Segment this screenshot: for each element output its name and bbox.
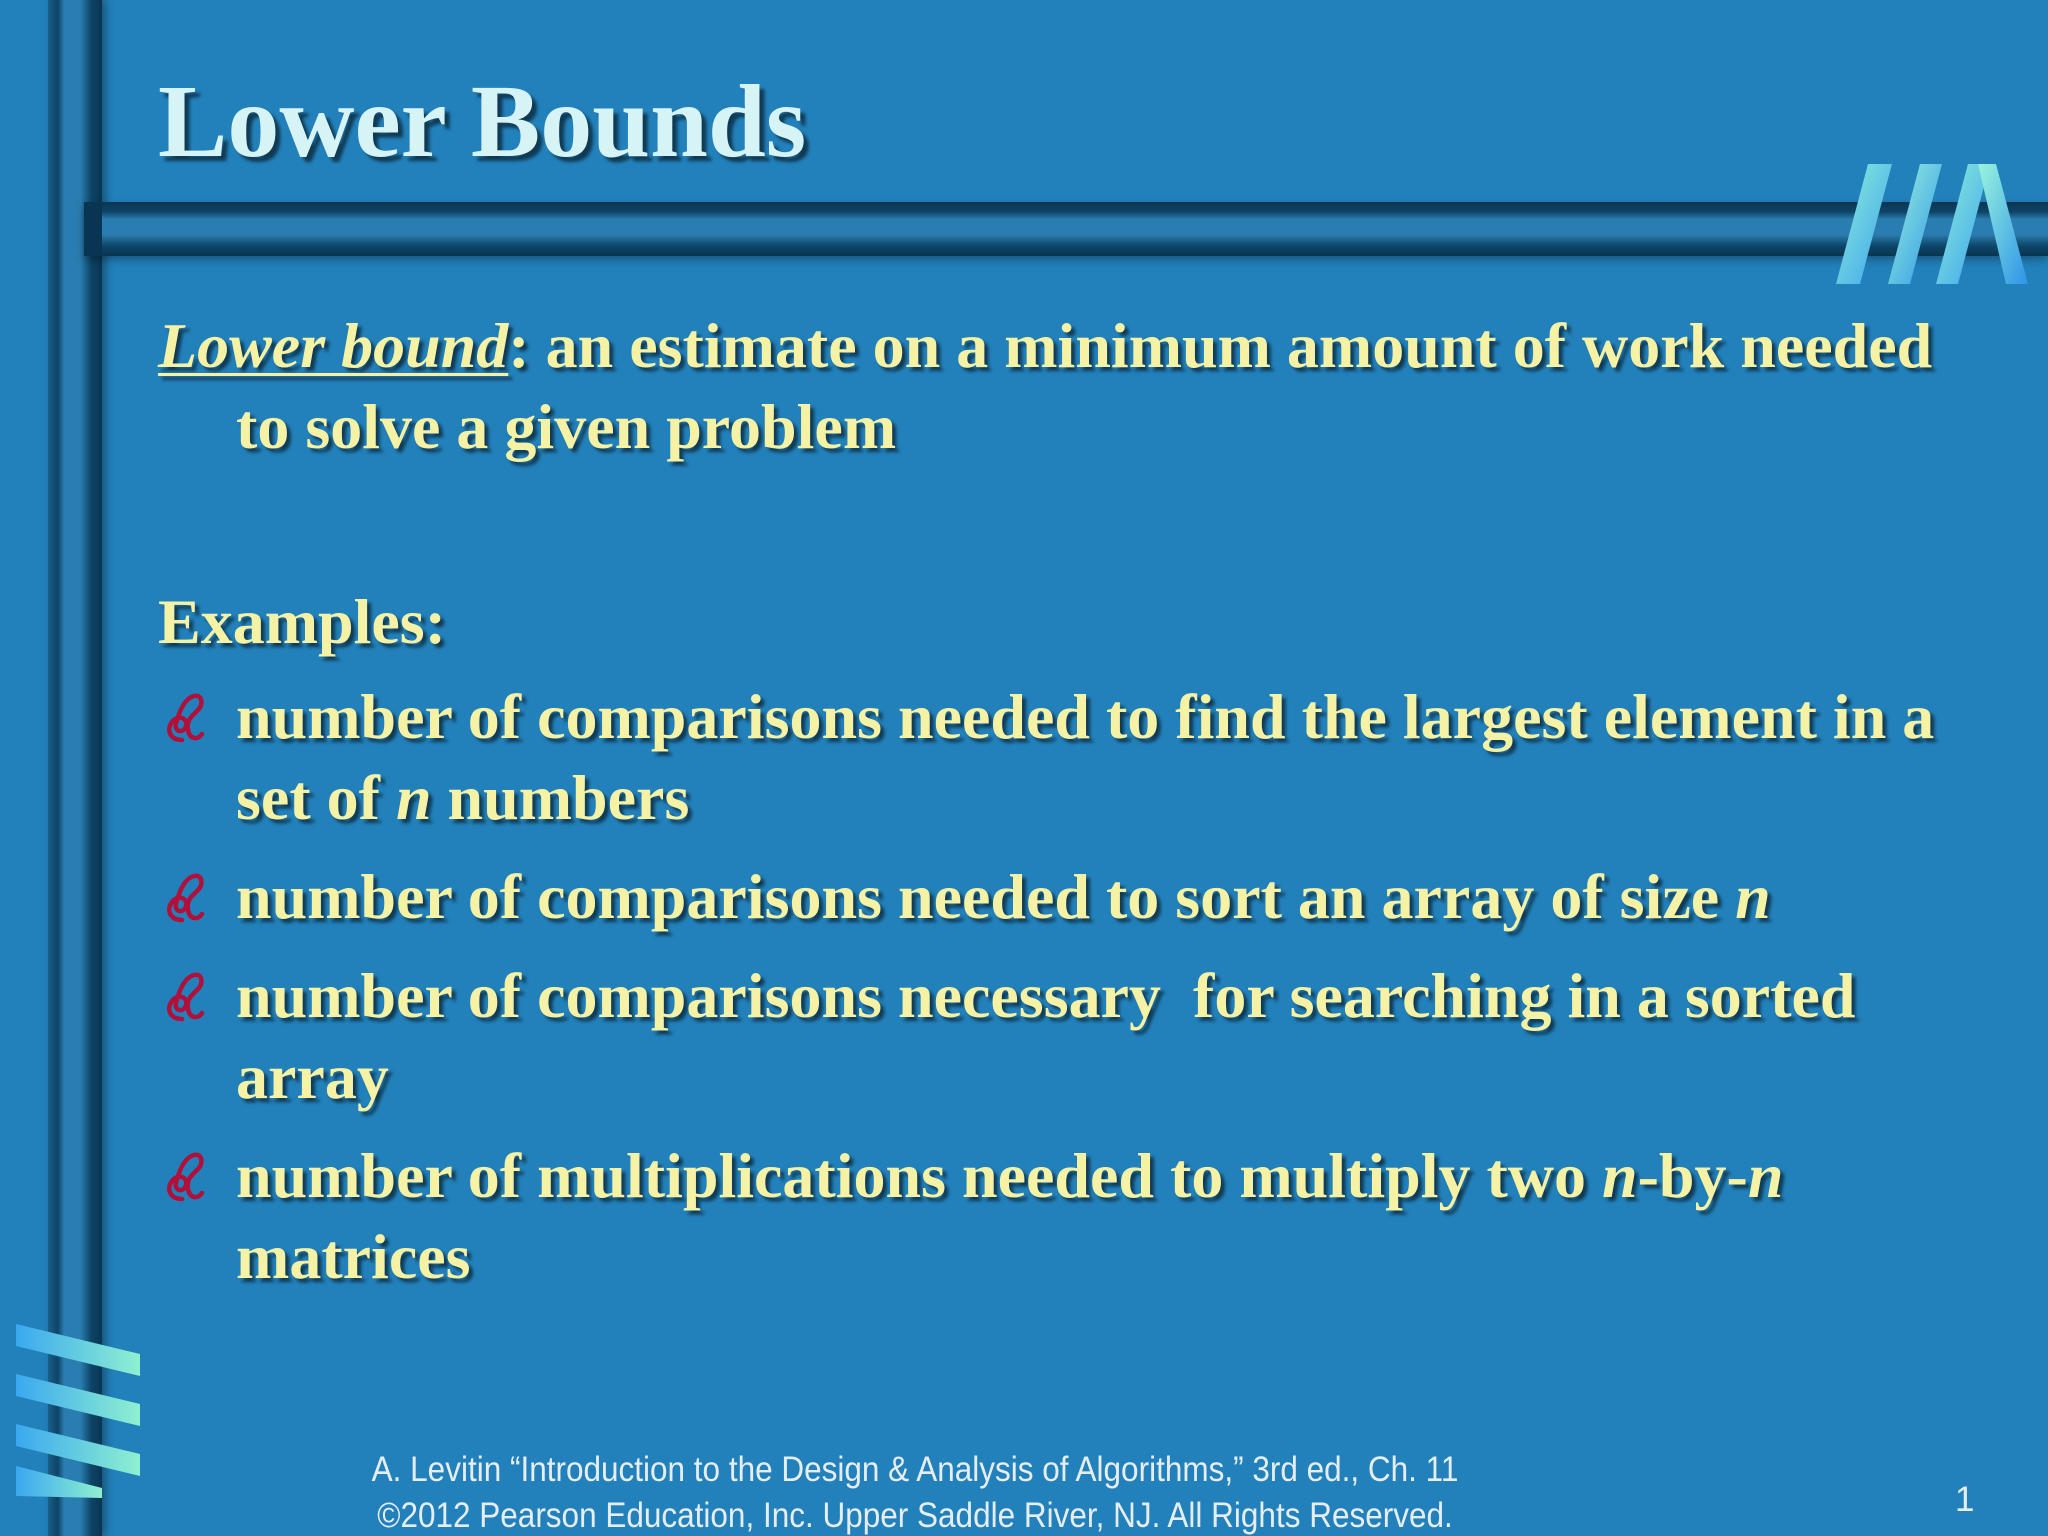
bullet-variable: n (1747, 1140, 1784, 1211)
leo-symbol-icon (160, 969, 206, 1025)
bullet-text: number of comparisons needed to sort an array of size (236, 861, 1736, 932)
leo-symbol-icon (160, 1149, 206, 1205)
definition-text: : an estimate on a minimum amount of work needed to solve a given problem (236, 310, 1933, 462)
stripe-decoration-icon (12, 1318, 142, 1498)
bullet-variable: n (1602, 1140, 1638, 1211)
list-item (158, 1135, 1998, 1297)
definition (158, 305, 1998, 467)
leo-symbol-icon (160, 690, 206, 746)
bullet-text: number of multiplications needed to multiply two (236, 1140, 1602, 1211)
list-item (158, 955, 1998, 1117)
slide-title: Lower Bounds (158, 64, 807, 179)
list-item (158, 676, 1998, 838)
bullet-text-mid: -by- (1637, 1140, 1748, 1211)
definition-term: Lower bound (158, 310, 509, 381)
divider-corner (84, 202, 102, 256)
examples-list (158, 676, 1998, 1297)
bullet-variable: n (1735, 861, 1771, 932)
stripe-logo-icon (1830, 160, 2030, 286)
page-number: 1 (1955, 1480, 1975, 1519)
examples-heading: Examples: (158, 586, 446, 657)
leo-symbol-icon (160, 870, 206, 926)
bullet-text: number of comparisons necessary for searching in a sorted array (236, 960, 1872, 1112)
bullet-variable: n (395, 762, 432, 833)
list-item (158, 856, 1998, 937)
bullet-text: number of comparisons needed to find the largest element in a set of (236, 681, 1935, 833)
bullet-text-end: numbers (431, 762, 690, 833)
bullet-text-end: matrices (236, 1221, 471, 1292)
footer-citation: A. Levitin “Introduction to the Design & Analysis of Algorithms,” 3rd ed., Ch. 11 ©2012 Pearson Education, Inc. Upper Saddle River, NJ. All Rights Reserved. (371, 1450, 1459, 1535)
slide-body (158, 305, 1998, 1297)
title-divider-bar (84, 202, 2048, 256)
